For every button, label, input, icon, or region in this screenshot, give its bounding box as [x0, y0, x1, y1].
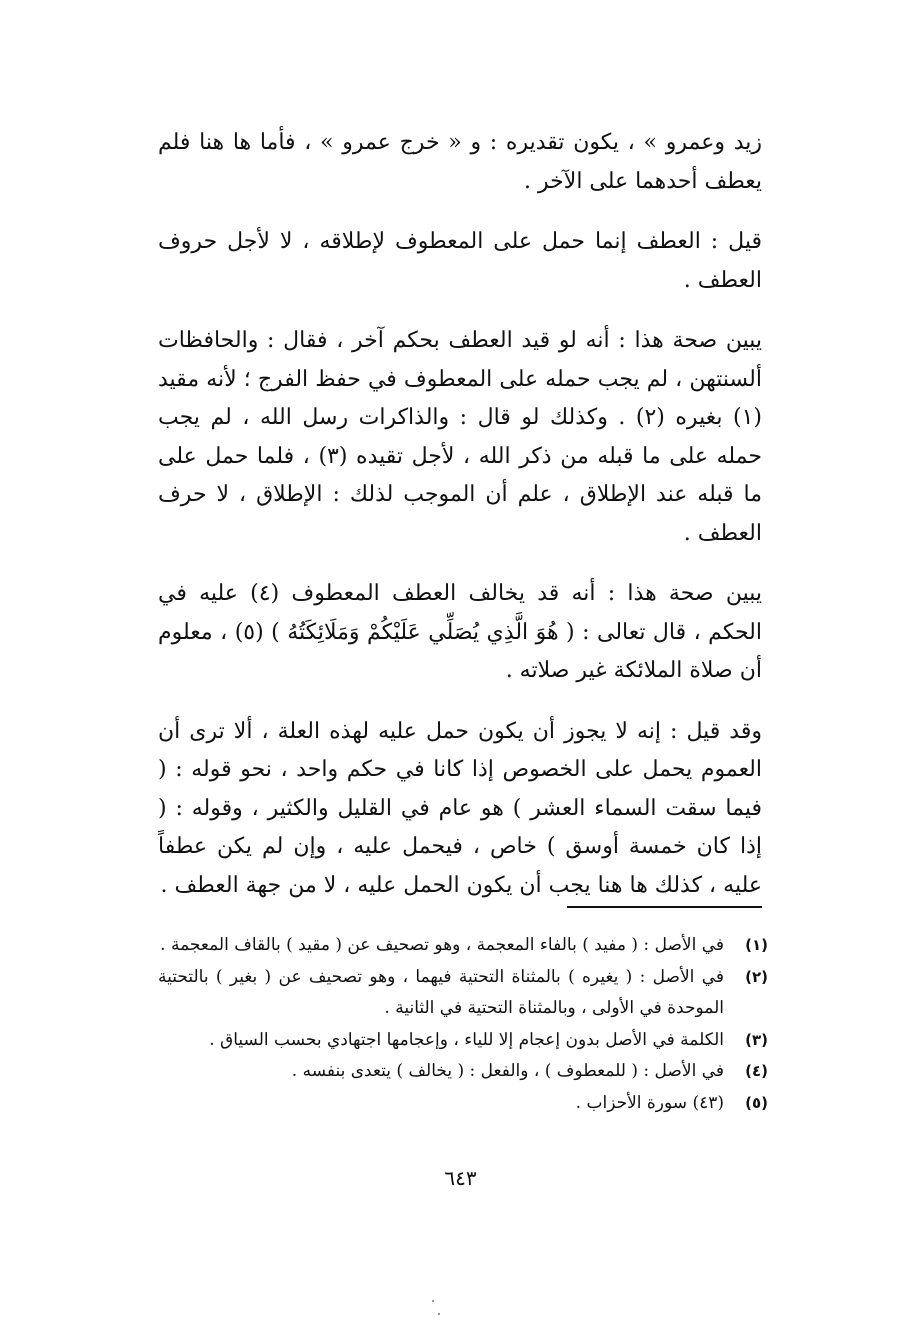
footnote-number: (٢) — [745, 967, 768, 986]
footnote-separator — [567, 906, 762, 908]
footnote — [158, 1056, 768, 1088]
footnotes — [158, 930, 768, 1119]
scan-speck — [432, 1300, 434, 1302]
footnote — [158, 1025, 768, 1057]
footnote-number: (٤) — [745, 1062, 768, 1080]
footnote-number: (٥) — [745, 1093, 768, 1112]
footnote-text: في الأصل : ( مفيد ) بالفاء المعجمة ، وهو تصحيف عن ( مقيد ) بالقاف المعجمة . — [160, 935, 724, 955]
footnote-text: في الأصل : ( للمعطوف ) ، والفعل : ( يخالف ) يتعدى بنفسه . — [291, 1061, 724, 1081]
footnote-text: في الأصل : ( يغيره ) بالمثناة التحتية فيهما ، وهو تصحيف عن ( بغير ) بالتحتية الموحدة في الأولى ، وبالمثناة التحتية في الثانية . — [158, 966, 724, 1018]
footnote — [158, 930, 768, 962]
paragraph: يبين صحة هذا : أنه لو قيد العطف بحكم آخر ، فقال : والحافظات ألسنتهن ، لم يجب حمله على المعطوف في حفظ الفرج ؛ لأنه مقيد (١) بغيره (٢) . وكذلك لو قال : والذاكرات رسل الله ، لم يجب حمله على ما قبله من ذكر الله ، لأجل تقيده (٣) ، فلما حمل على ما قبله عند الإطلاق ، علم أن الموجب لذلك : الإطلاق ، لا حرف العطف . — [158, 328, 763, 546]
paragraph: قيل : العطف إنما حمل على المعطوف لإطلاقه ، لا لأجل حروف العطف . — [158, 229, 762, 293]
scan-speck — [438, 1313, 440, 1315]
footnote-number: (٣) — [745, 1030, 768, 1049]
footnote-text: الكلمة في الأصل بدون إعجام إلا للياء ، وإعجامها اجتهادي بحسب السياق . — [209, 1029, 724, 1050]
main-text — [158, 124, 762, 927]
footnote-number: (١) — [745, 936, 768, 954]
footnote — [158, 962, 768, 1025]
paragraph: يبين صحة هذا : أنه قد يخالف العطف المعطوف (٤) عليه في الحكم ، قال تعالى : ( هُوَ الَّذِي يُصَلِّي عَلَيْكُمْ وَمَلَائِكَتُهُ ) (٥) ، معلوم أن صلاة الملائكة غير صلاته . — [158, 581, 762, 683]
paragraph: وقد قيل : إنه لا يجوز أن يكون حمل عليه لهذه العلة ، ألا ترى أن العموم يحمل على الخصوص إذا كانا في حكم واحد ، نحو قوله : ( فيما سقت السماء العشر ) هو عام في القليل والكثير ، وقوله : ( إذا كان خمسة أوسق ) خاص ، فيحمل عليه ، وإن لم يكن عطفاً عليه ، كذلك ها هنا يجب أن يكون الحمل عليه ، لا من جهة العطف . — [158, 718, 762, 898]
footnote-text: (٤٣) سورة الأحزاب . — [575, 1092, 724, 1113]
page-number: ٦٤٣ — [444, 1166, 477, 1190]
footnote — [158, 1088, 768, 1120]
paragraph: زيد وعمرو » ، يكون تقديره : و « خرج عمرو » ، فأما ها هنا فلم يعطف أحدهما على الآخر . — [158, 130, 762, 194]
